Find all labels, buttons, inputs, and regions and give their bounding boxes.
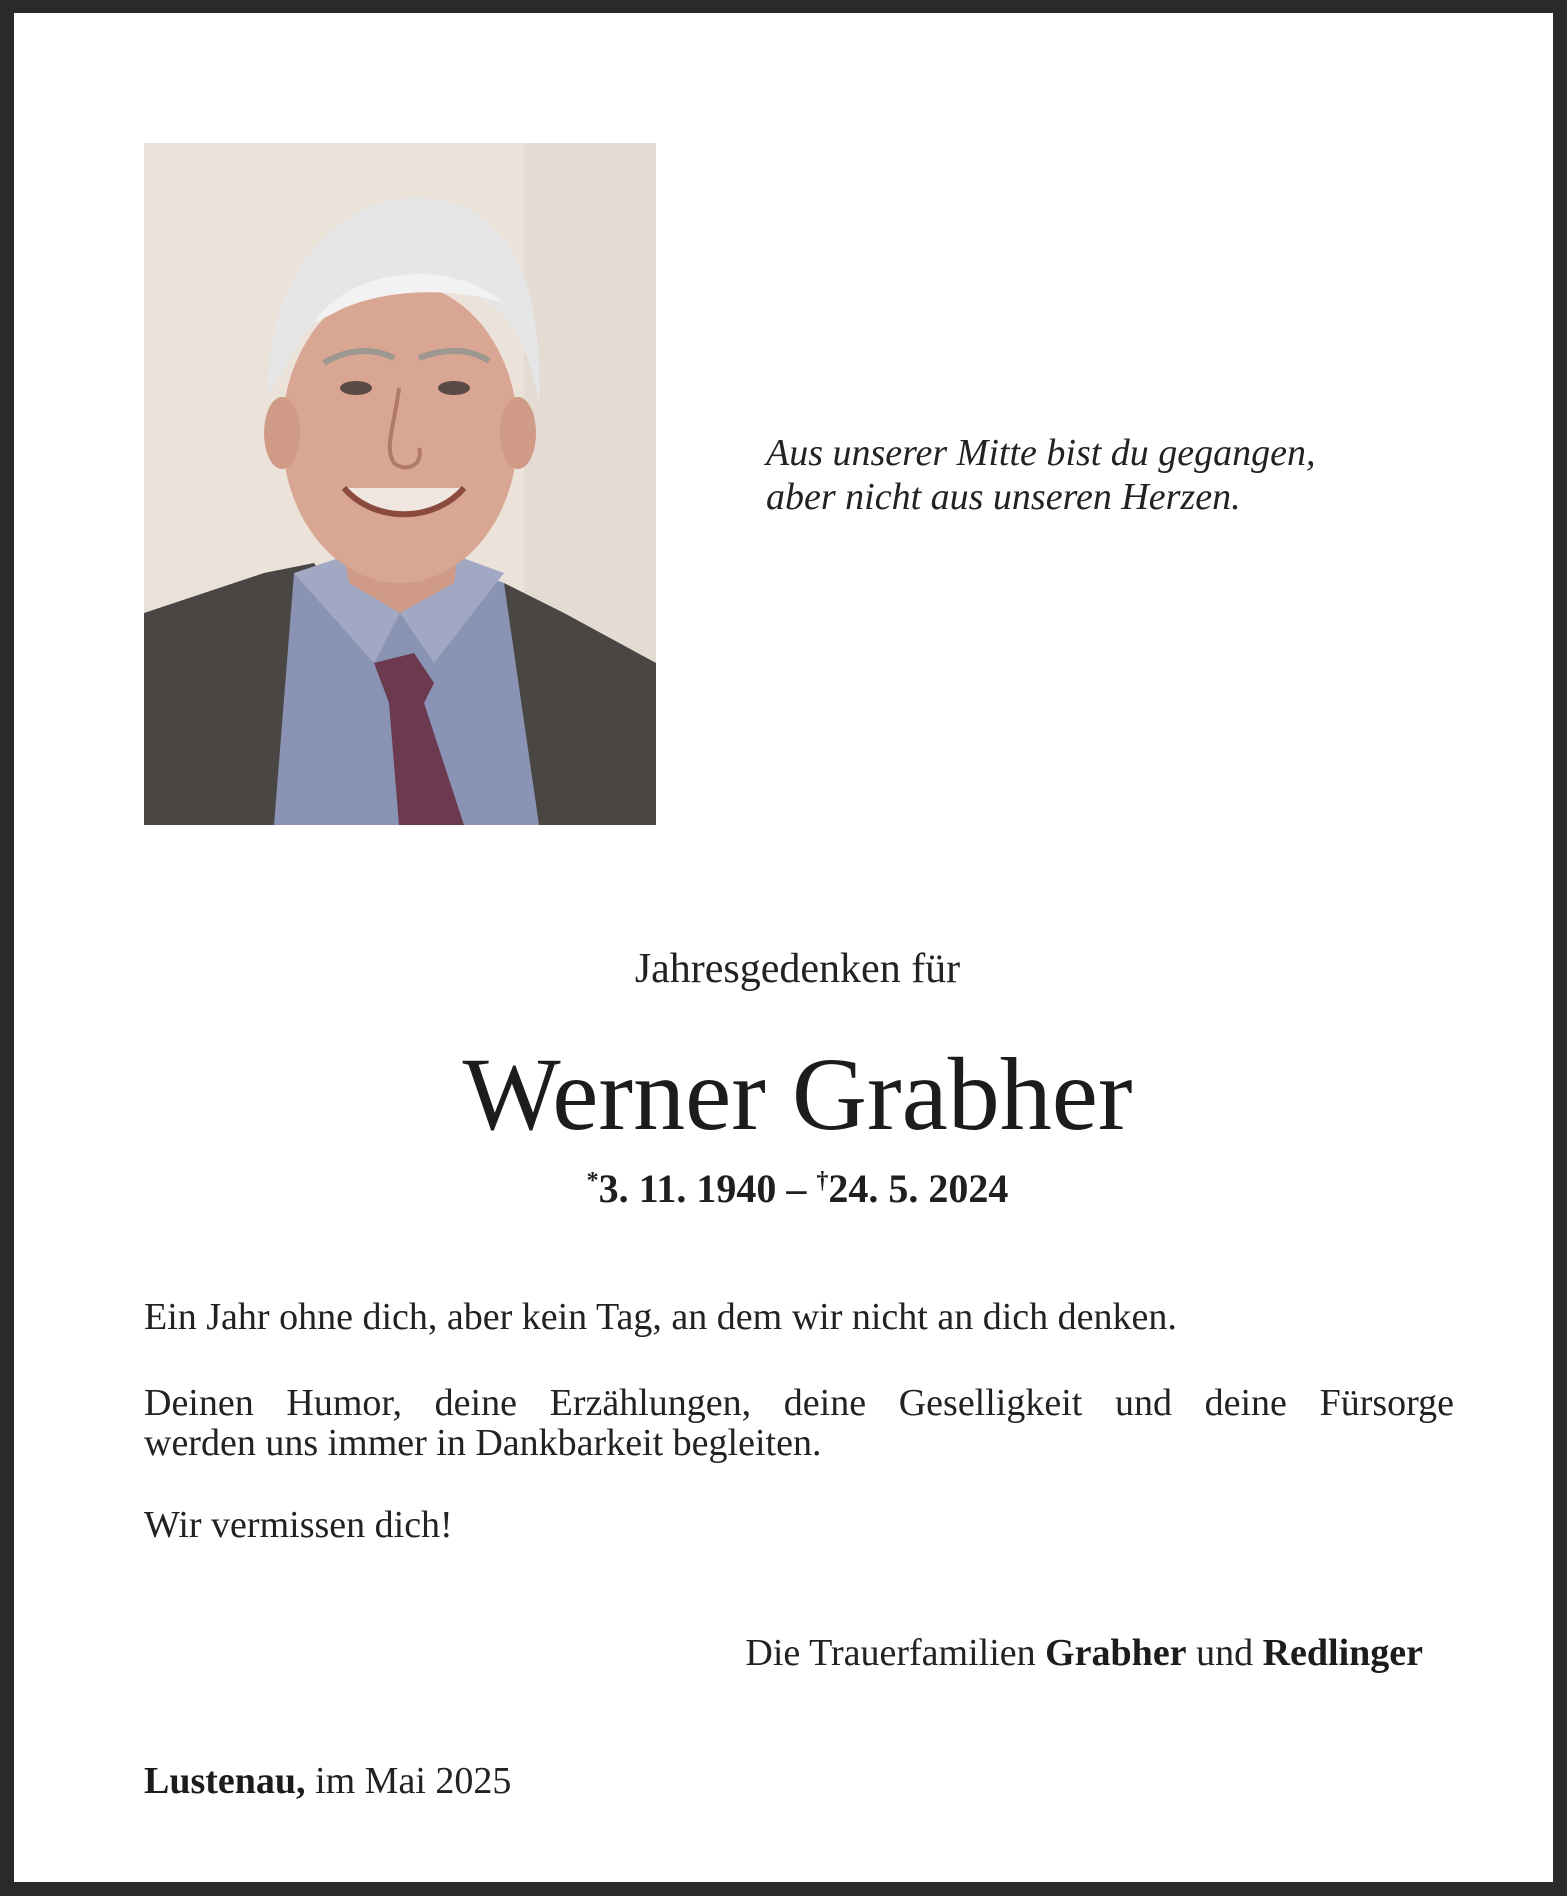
family-signature — [745, 1631, 1423, 1675]
date-separator: – — [776, 1166, 817, 1211]
birth-symbol: * — [586, 1168, 599, 1194]
paragraph-2 — [144, 1383, 1454, 1463]
paragraph-2-line-1: Deinen Humor, deine Erzählungen, deine Geselligkeit und deine Fürsorge — [144, 1382, 1454, 1424]
place-city: Lustenau, — [144, 1760, 306, 1802]
memorial-quote — [766, 431, 1466, 519]
portrait-photo — [144, 143, 656, 825]
signature-prefix: Die Trauerfamilien — [745, 1632, 1046, 1674]
portrait-illustration — [144, 143, 656, 825]
paragraph-3: Wir vermissen dich! — [144, 1504, 453, 1546]
quote-line-1: Aus unserer Mitte bist du gegangen, — [766, 432, 1316, 474]
death-date: 24. 5. 2024 — [828, 1166, 1009, 1211]
place-date: im Mai 2025 — [305, 1760, 512, 1802]
birth-date: 3. 11. 1940 — [598, 1166, 777, 1211]
place-and-date — [144, 1759, 511, 1803]
quote-line-2: aber nicht aus unseren Herzen. — [766, 476, 1241, 518]
signature-connector: und — [1186, 1632, 1263, 1674]
family-name-2: Redlinger — [1262, 1632, 1423, 1674]
paragraph-1: Ein Jahr ohne dich, aber kein Tag, an dem wir nicht an dich denken. — [144, 1296, 1177, 1338]
paragraph-2-line-2: werden uns immer in Dankbarkeit begleiten. — [144, 1422, 822, 1464]
memorial-heading: Jahresgedenken für — [634, 946, 961, 992]
death-symbol: † — [816, 1168, 829, 1194]
family-name-1: Grabher — [1045, 1632, 1187, 1674]
deceased-name: Werner Grabher — [462, 1037, 1133, 1152]
life-dates — [14, 1165, 1567, 1212]
